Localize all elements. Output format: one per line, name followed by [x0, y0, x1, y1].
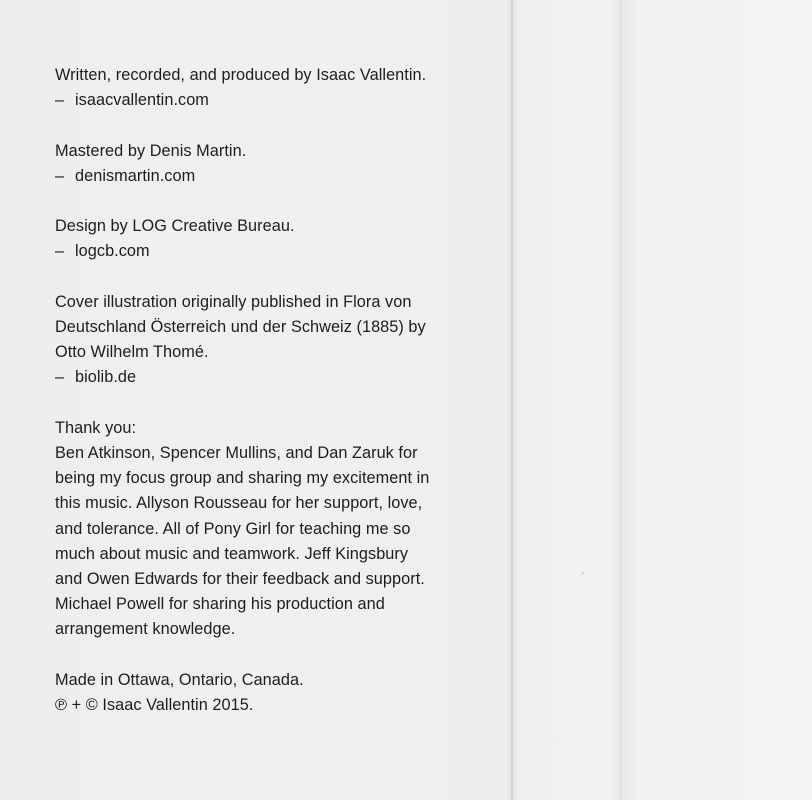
paper-speck [556, 742, 557, 743]
thank-you-line: and tolerance. All of Pony Girl for teaching me so [55, 519, 411, 538]
credits-text [55, 63, 495, 743]
design-credit [55, 214, 495, 264]
thank-you-line: and Owen Edwards for their feedback and support. [55, 570, 425, 588]
paper-fold [511, 0, 513, 800]
origin-section [55, 668, 495, 718]
mastering-credit-line: Mastered by Denis Martin. [55, 141, 247, 160]
thank-you-line: being my focus group and sharing my excitement in [55, 469, 430, 488]
dash: – [55, 166, 65, 185]
mastering-website: denismartin.com [75, 166, 196, 185]
copyright-line: ℗ + © Isaac Vallentin 2015. [55, 696, 254, 714]
design-website: logcb.com [75, 242, 150, 261]
design-website-line [55, 239, 495, 264]
production-website-line [55, 88, 495, 113]
thank-you-line: Ben Atkinson, Spencer Mullins, and Dan Zaruk for [55, 443, 418, 462]
dash: – [55, 242, 65, 261]
dash: – [55, 91, 65, 110]
paper-fold [620, 0, 621, 800]
thank-you-line: Michael Powell for sharing his production and [55, 595, 385, 614]
thank-you-line: much about music and teamwork. Jeff Kingsbury [55, 544, 409, 563]
thank-you-line: this music. Allyson Rousseau for her support, love, [55, 494, 423, 513]
cover-website: biolib.de [75, 368, 137, 387]
production-credit-line: Written, recorded, and produced by Isaac Vallentin. [55, 66, 427, 84]
thank-you-section [55, 416, 495, 643]
cover-credit-line: Deutschland Österreich und der Schweiz (1885) by [55, 317, 426, 336]
cover-website-line [55, 365, 495, 390]
origin-line: Made in Ottawa, Ontario, Canada. [55, 670, 304, 689]
cover-credit-line: Otto Wilhelm Thomé. [55, 343, 209, 362]
production-credit [55, 63, 495, 113]
dash: – [55, 368, 65, 387]
mastering-credit [55, 139, 495, 189]
production-website: isaacvallentin.com [75, 91, 209, 110]
cover-credit-line: Cover illustration originally published in Flora von [55, 292, 412, 311]
thank-you-line: arrangement knowledge. [55, 620, 236, 639]
thank-you-heading: Thank you: [55, 418, 137, 437]
cover-credit [55, 290, 495, 391]
mastering-website-line [55, 164, 495, 189]
design-credit-line: Design by LOG Creative Bureau. [55, 217, 295, 236]
paper-speck [582, 572, 584, 574]
